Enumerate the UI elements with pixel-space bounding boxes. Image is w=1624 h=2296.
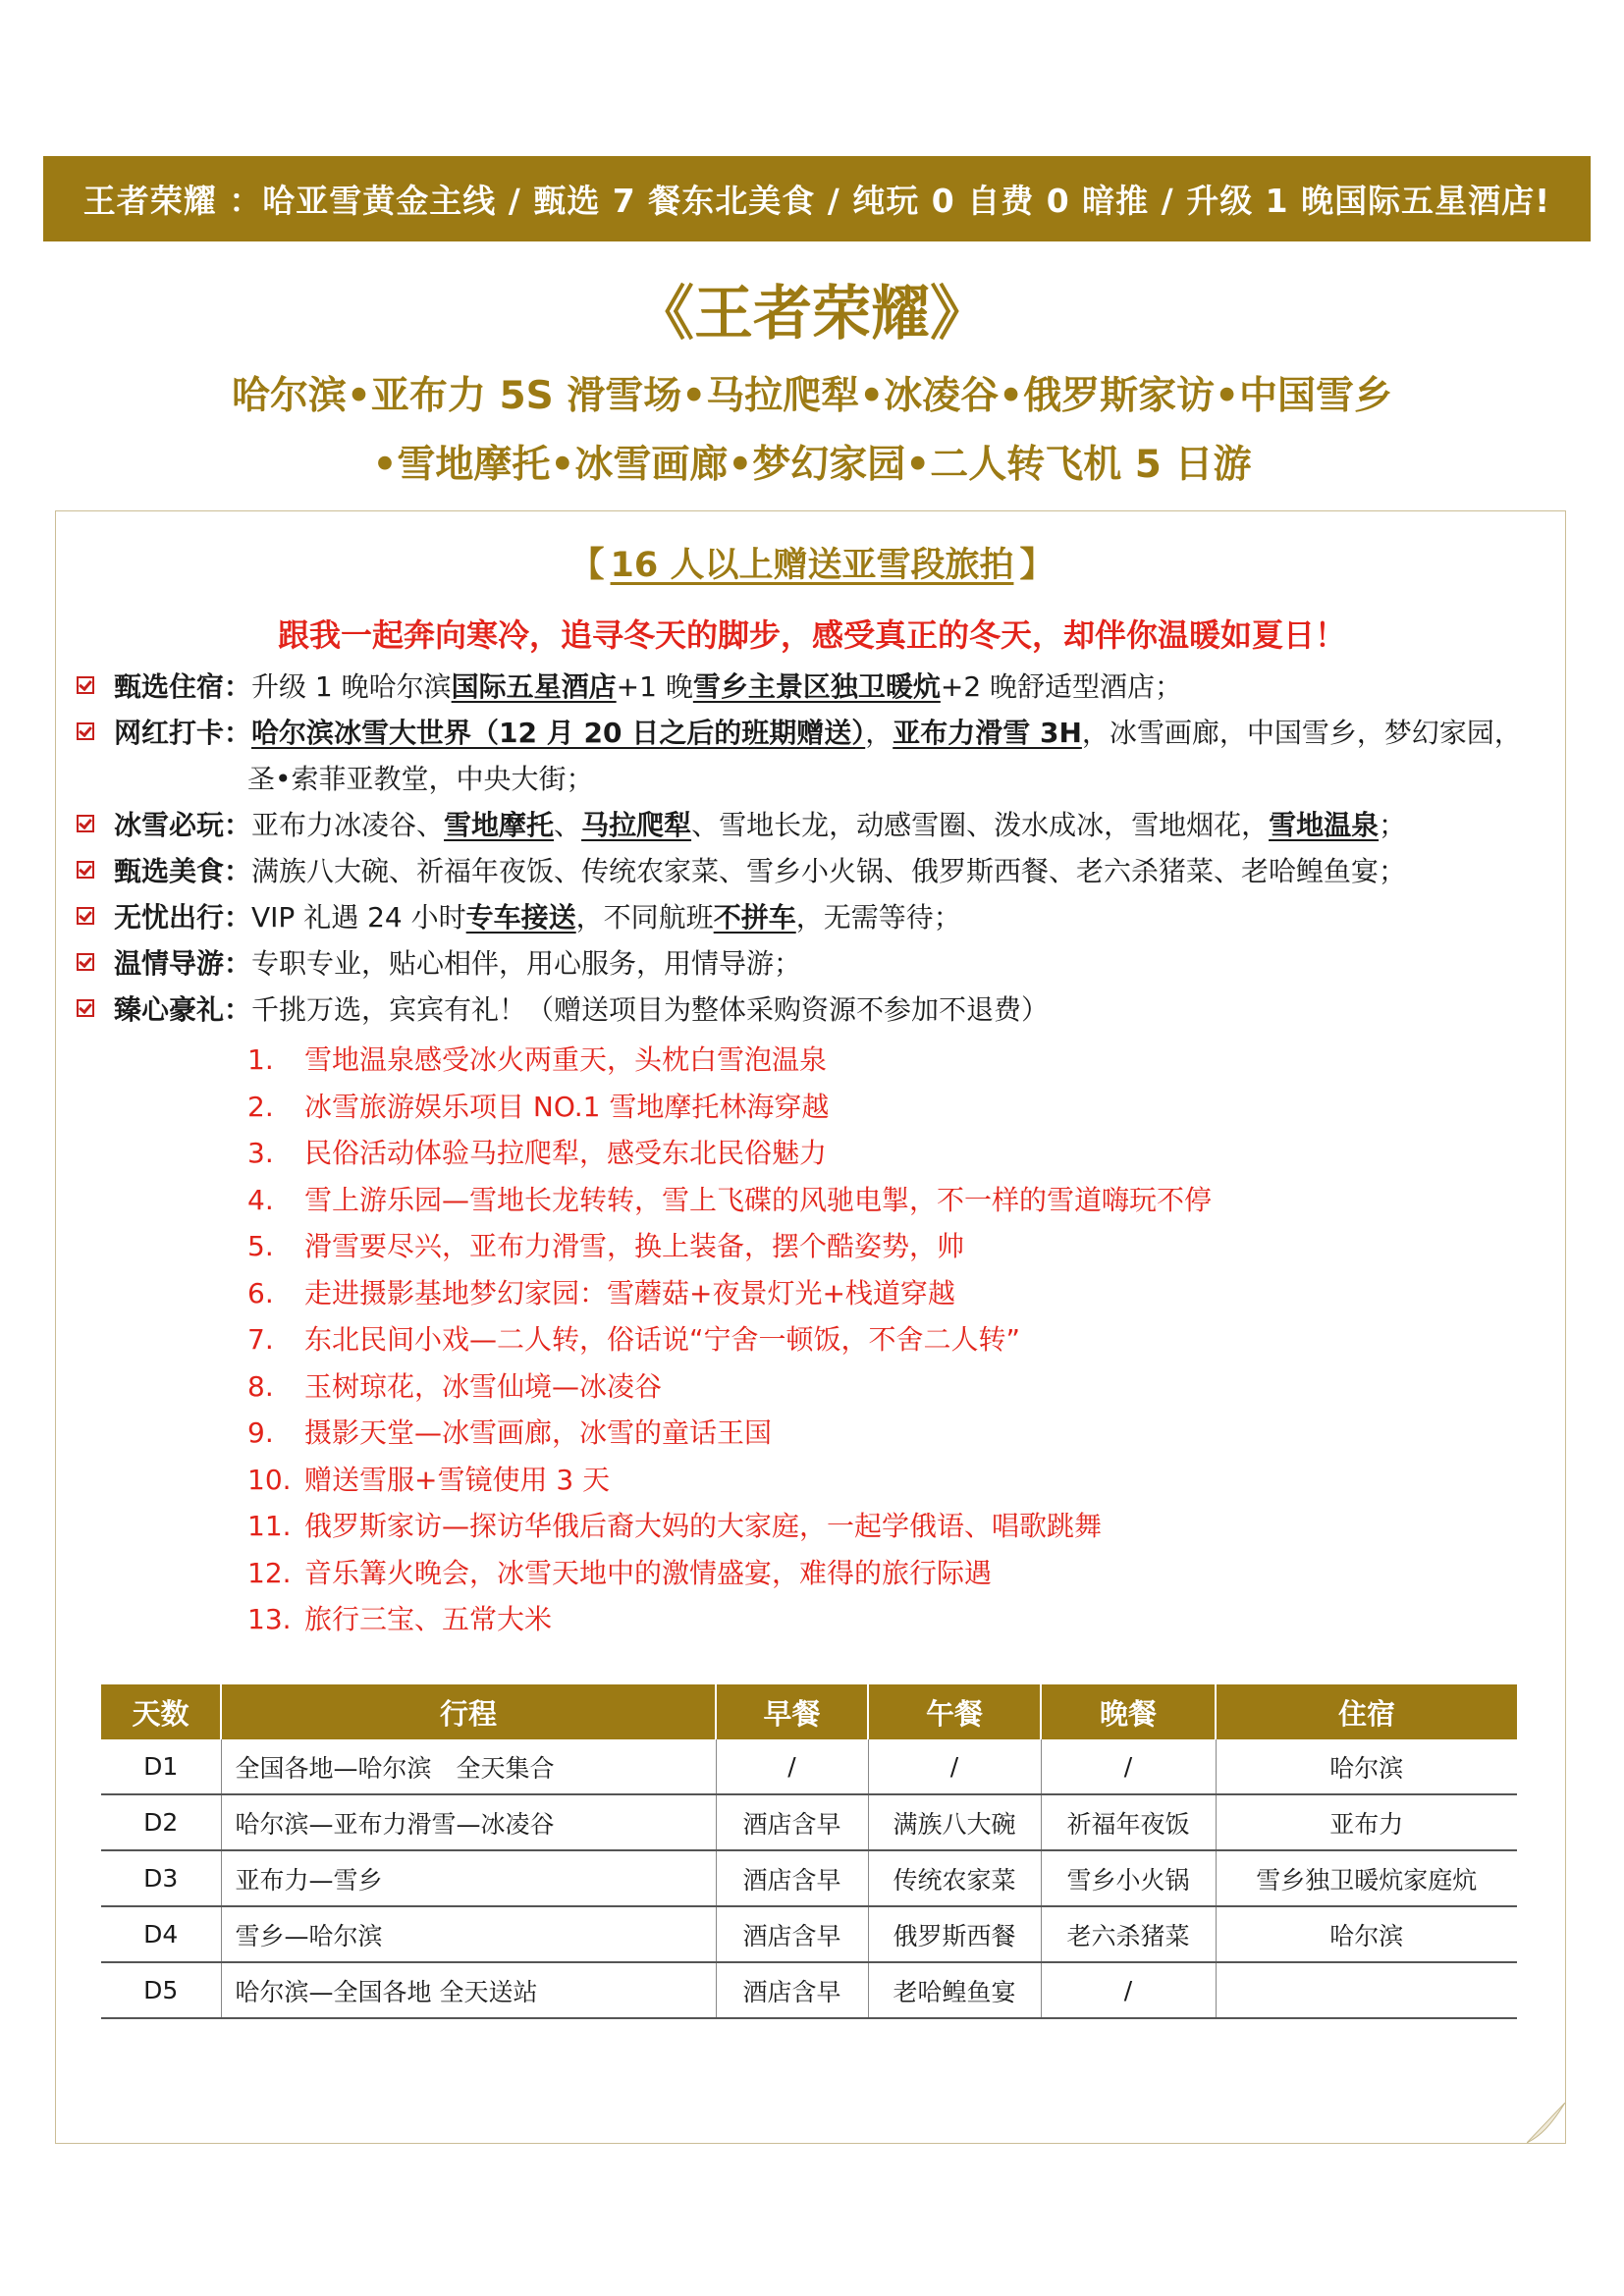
cell-route: 哈尔滨—亚布力滑雪—冰凌谷 [221,1794,716,1850]
feature-text-part: 、 [554,809,582,841]
feature-text-part: ，冰雪画廊，中国雪乡，梦幻家园， [1081,717,1522,749]
cell-day: D3 [101,1850,221,1906]
feature-text [251,940,1569,987]
cell-lunch: 满族八大碗 [868,1794,1041,1850]
table-row [101,1962,1517,2018]
perk-text: 滑雪要尽兴，亚布力滑雪，换上装备，摆个酷姿势，帅 [304,1230,965,1262]
cell-dinner: 老六杀猪菜 [1041,1906,1216,1962]
gift-bracket-open: 【 [569,546,605,585]
list-item [247,1316,1524,1363]
cell-dinner: / [1041,1962,1216,2018]
feature-highlight: 不拼车 [713,901,796,934]
cell-route: 全国各地—哈尔滨 全天集合 [221,1739,716,1794]
cell-lodging: 哈尔滨 [1216,1739,1517,1794]
list-item [247,1177,1524,1224]
perk-text: 东北民间小戏—二人转，俗话说“宁舍一顿饭，不舍二人转” [304,1323,1021,1356]
perk-number: 4. [247,1183,274,1216]
feature-text [251,664,1569,710]
cell-dinner: 祈福年夜饭 [1041,1794,1216,1850]
subtitle-line-2: •雪地摩托•冰雪画廊•梦幻家园•二人转飞机 5 日游 [372,443,1252,487]
perk-text: 雪地温泉感受冰火两重天，头枕白雪泡温泉 [304,1043,828,1076]
list-item [247,1270,1524,1317]
itinerary-table [101,1684,1517,2019]
cell-day: D1 [101,1739,221,1794]
feature-label: 网红打卡： [114,717,252,749]
feature-text-part: 升级 1 晚哈尔滨 [251,670,452,703]
cell-route: 亚布力—雪乡 [221,1850,716,1906]
feature-label: 臻心豪礼： [114,993,252,1026]
feature-item-hotspots [77,710,1569,756]
checkbox-icon [77,907,94,925]
feature-text-part: ； [1379,809,1407,841]
column-header-day: 天数 [101,1684,221,1739]
page-curl-decoration [1527,2103,1565,2143]
list-item [247,1130,1524,1177]
cell-lunch: / [868,1739,1041,1794]
cell-breakfast: 酒店含早 [716,1906,868,1962]
feature-text-part: 、雪地长龙，动感雪圈、泼水成冰，雪地烟花， [691,809,1270,841]
feature-text [251,894,1569,940]
feature-text-part: 亚布力冰凌谷、 [251,809,445,841]
gift-text: 16 人以上赠送亚雪段旅拍 [610,546,1014,585]
cell-lodging: 亚布力 [1216,1794,1517,1850]
perk-text: 俄罗斯家访—探访华俄后裔大妈的大家庭，一起学俄语、唱歌跳舞 [304,1510,1103,1542]
feature-label: 冰雪必玩： [114,809,252,841]
cell-lodging [1216,1962,1517,2018]
cell-breakfast: 酒店含早 [716,1962,868,2018]
list-item [247,1550,1524,1597]
feature-list [77,664,1569,1033]
list-item [247,1037,1524,1084]
perk-number: 3. [247,1137,274,1169]
feature-item-activities [77,802,1569,848]
cell-route: 雪乡—哈尔滨 [221,1906,716,1962]
table-row [101,1739,1517,1794]
feature-text-part: ，不同航班 [575,901,714,934]
feature-highlight: 雪地温泉 [1269,809,1380,841]
perk-text: 玉树琼花，冰雪仙境—冰凌谷 [304,1369,663,1403]
list-item [247,1410,1524,1457]
cell-day: D5 [101,1962,221,2018]
cell-lunch: 老哈鳇鱼宴 [868,1962,1041,2018]
perk-text: 音乐篝火晚会，冰雪天地中的激情盛宴，难得的旅行际遇 [304,1556,993,1589]
feature-highlight: 哈尔滨冰雪大世界（12 月 20 日之后的班期赠送） [251,717,866,749]
feature-text-part: +2 晚舒适型酒店； [940,670,1183,703]
cell-lunch: 俄罗斯西餐 [868,1906,1041,1962]
feature-text-part: 满族八大碗、祈福年夜饭、传统农家菜、雪乡小火锅、俄罗斯西餐、老六杀猪菜、老哈鳇鱼宴； [251,855,1407,887]
gift-bracket-close: 】 [1019,546,1055,585]
column-header-lunch: 午餐 [868,1684,1041,1739]
feature-text-part: 千挑万选，宾宾有礼！（赠送项目为整体采购资源不参加不退费） [251,993,1050,1026]
perk-text: 赠送雪服+雪镜使用 3 天 [304,1463,611,1496]
feature-highlight: 国际五星酒店 [451,670,617,703]
perk-number: 7. [247,1323,274,1356]
list-item [247,1457,1524,1504]
feature-label: 甄选美食： [114,855,252,887]
perk-number: 13. [247,1603,292,1635]
cell-day: D4 [101,1906,221,1962]
table-header-row [101,1684,1517,1739]
feature-highlight: 亚布力滑雪 3H [893,717,1082,749]
cell-lunch: 传统农家菜 [868,1850,1041,1906]
feature-text-part: VIP 礼遇 24 小时 [251,901,466,934]
cell-dinner: / [1041,1739,1216,1794]
table-row [101,1850,1517,1906]
perk-number: 10. [247,1463,292,1496]
feature-continuation: 圣•索菲亚教堂，中央大街； [247,763,594,795]
feature-label: 无忧出行： [114,901,252,934]
banner-text: 王者荣耀 ：哈亚雪黄金主线 / 甄选 7 餐东北美食 / 纯玩 0 自费 0 暗推 / 升级 1 晚国际五星酒店! [82,182,1551,220]
feature-highlight: 专车接送 [465,901,576,934]
gift-perk-list [247,1037,1524,1643]
feature-label: 甄选住宿： [114,670,252,703]
perk-text: 走进摄影基地梦幻家园：雪蘑菇+夜景灯光+栈道穿越 [304,1276,955,1309]
perk-text: 民俗活动体验马拉爬犁，感受东北民俗魅力 [304,1137,828,1169]
perk-number: 9. [247,1416,274,1449]
cell-dinner: 雪乡小火锅 [1041,1850,1216,1906]
list-item [247,1223,1524,1270]
list-item [247,1596,1524,1643]
feature-text [251,802,1569,848]
checkbox-icon [77,953,94,971]
checkbox-icon [77,861,94,879]
feature-item-lodging [77,664,1569,710]
slogan: 跟我一起奔向寒冷，追寻冬天的脚步，感受真正的冬天，却伴你温暖如夏日！ [277,616,1346,654]
perk-number: 11. [247,1510,292,1542]
feature-highlight: 雪地摩托 [444,809,555,841]
cell-breakfast: 酒店含早 [716,1794,868,1850]
column-header-route: 行程 [221,1684,716,1739]
perk-text: 旅行三宝、五常大米 [304,1603,553,1635]
feature-text-part: ， [865,717,893,749]
cell-lodging: 哈尔滨 [1216,1906,1517,1962]
perk-number: 2. [247,1090,274,1123]
feature-highlight: 雪乡主景区独卫暖炕 [692,670,941,703]
perk-number: 1. [247,1043,274,1076]
table-row [101,1794,1517,1850]
perk-text: 摄影天堂—冰雪画廊，冰雪的童话王国 [304,1416,773,1449]
checkbox-icon [77,815,94,832]
perk-text: 雪上游乐园—雪地长龙转转，雪上飞碟的风驰电掣，不一样的雪道嗨玩不停 [304,1183,1213,1216]
feature-text [251,848,1569,894]
feature-item-transport [77,894,1569,940]
subtitle-line-1: 哈尔滨•亚布力 5S 滑雪场•马拉爬犁•冰凌谷•俄罗斯家访•中国雪乡 [231,374,1393,418]
cell-route: 哈尔滨—全国各地 全天送站 [221,1962,716,2018]
feature-text-part: +1 晚 [616,670,693,703]
perk-number: 5. [247,1230,274,1262]
cell-breakfast: 酒店含早 [716,1850,868,1906]
perk-number: 6. [247,1276,274,1309]
list-item [247,1503,1524,1550]
feature-item-gifts [77,987,1569,1033]
perk-text: 冰雪旅游娱乐项目 NO.1 雪地摩托林海穿越 [304,1090,830,1123]
gift-heading [0,538,1624,587]
feature-text [251,710,1569,756]
checkbox-icon [77,676,94,694]
feature-text-part: ，无需等待； [795,901,961,934]
perk-number: 8. [247,1369,274,1403]
feature-text-part: 专职专业，贴心相伴，用心服务，用情导游； [251,947,802,980]
feature-item-guide [77,940,1569,987]
column-header-lodging: 住宿 [1216,1684,1517,1739]
checkbox-icon [77,999,94,1017]
perk-number: 12. [247,1556,292,1589]
list-item [247,1084,1524,1131]
page-title: 《王者荣耀》 [635,280,989,348]
column-header-breakfast: 早餐 [716,1684,868,1739]
list-item [247,1363,1524,1411]
feature-text [251,987,1569,1033]
checkbox-icon [77,722,94,740]
cell-day: D2 [101,1794,221,1850]
column-header-dinner: 晚餐 [1041,1684,1216,1739]
table-row [101,1906,1517,1962]
cell-lodging: 雪乡独卫暖炕家庭炕 [1216,1850,1517,1906]
feature-item-food [77,848,1569,894]
top-banner [43,156,1591,241]
feature-label: 温情导游： [114,947,252,980]
feature-highlight: 马拉爬犁 [581,809,692,841]
cell-breakfast: / [716,1739,868,1794]
